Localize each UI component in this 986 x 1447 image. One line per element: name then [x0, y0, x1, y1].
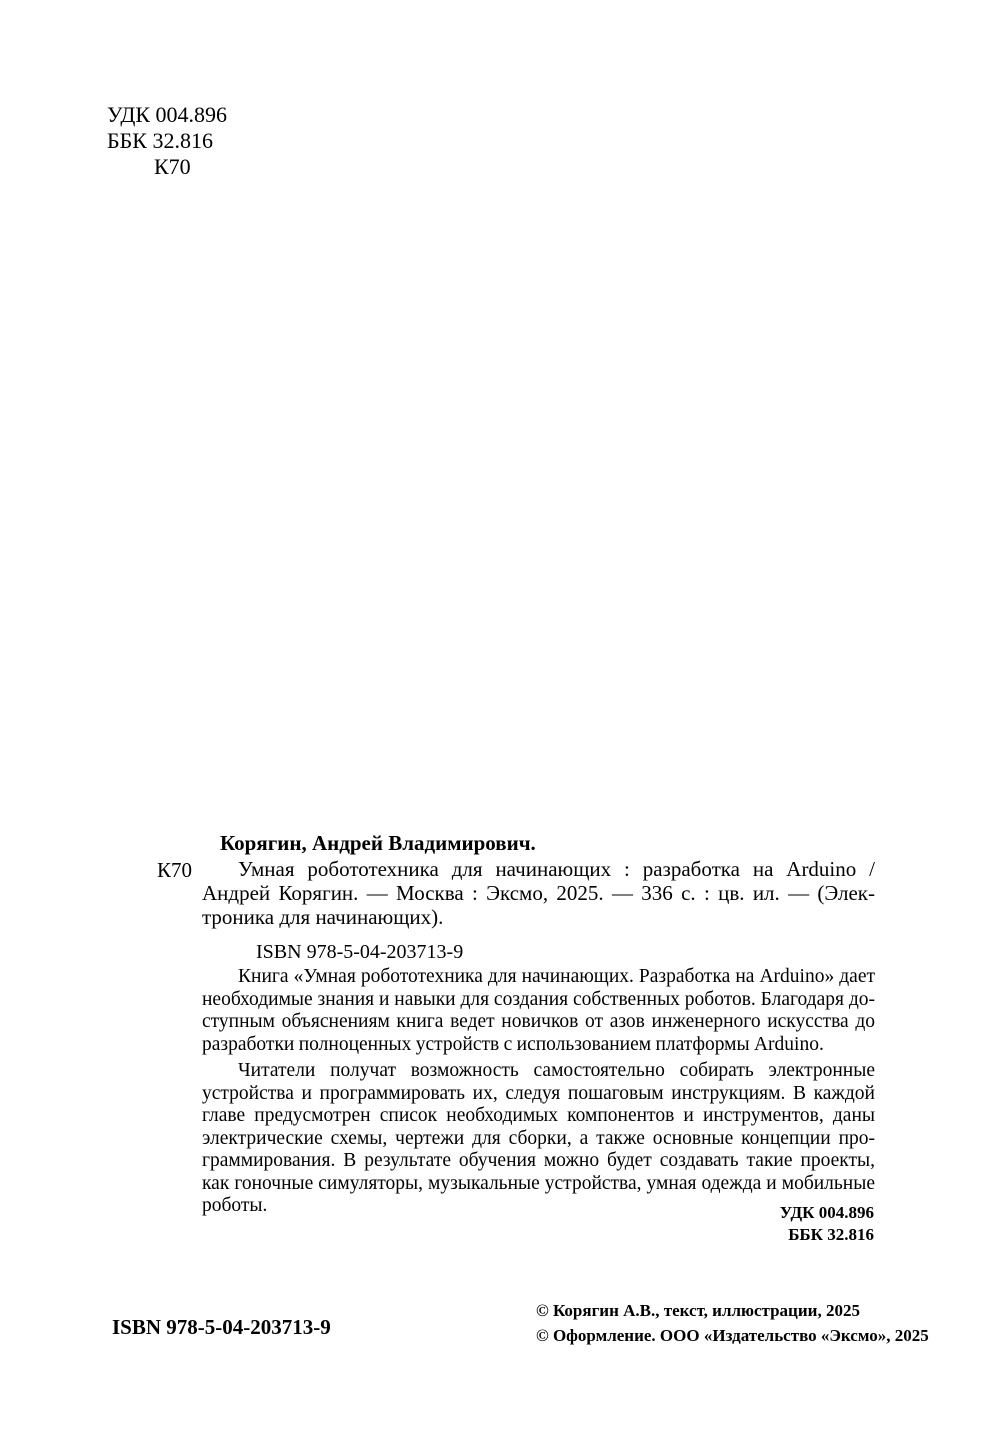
author-sign-top: К70 — [154, 154, 191, 179]
bottom-classification-block — [780, 1202, 874, 1246]
bbk-code-bottom: ББК 32.816 — [788, 1225, 874, 1244]
copyright-block — [536, 1298, 929, 1348]
copyright-author-line: © Корягин А.В., текст, иллюстрации, 2025 — [536, 1301, 860, 1320]
catalog-isbn: ISBN 978-5-04-203713-9 — [256, 941, 464, 963]
udk-code-bottom: УДК 004.896 — [779, 1203, 874, 1222]
annotation-paragraph-1: Книга «Умная робототехника для начинающих. Разработка на Arduino» дает необходимые знания и навыки для создания собственных роботов. Благодаря до- ступным объяснениям книга ведет новичков от азов инженерного искусства до разработки полноценных устройств с использованием платформы Arduino. — [202, 966, 875, 1055]
catalog-author-heading: Корягин, Андрей Владимирович. — [220, 831, 536, 855]
footer-isbn: ISBN 978-5-04-203713-9 — [112, 1315, 331, 1339]
catalog-description: Умная робототехника для начинающих : разработка на Arduino / Андрей Корягин. — Москва : Эксмо, 2025. — 336 с. : цв. ил. — (Элек- троника для начинающих). — [202, 857, 875, 929]
udk-code-top: УДК 004.896 — [107, 102, 228, 127]
copyright-publisher-line: © Оформление. ООО «Издательство «Эксмо», 2025 — [536, 1326, 929, 1345]
annotation-paragraph-2: Читатели получат возможность самостоятельно собирать электронные устройства и программировать их, следуя пошаговым инструкциям. В каждой главе предусмотрен список необходимых компонентов и инструментов, даны электрические схемы, чертежи для сборки, а также основные концепции про- граммирования. В результате обучения можно будет создавать такие проекты, как гоночные симуляторы, музыкальные устройства, умная одежда и мобильные роботы. — [202, 1060, 875, 1216]
top-classification-block — [107, 102, 227, 180]
bbk-code-top: ББК 32.816 — [107, 128, 213, 153]
catalog-author-sign: К70 — [157, 858, 193, 882]
